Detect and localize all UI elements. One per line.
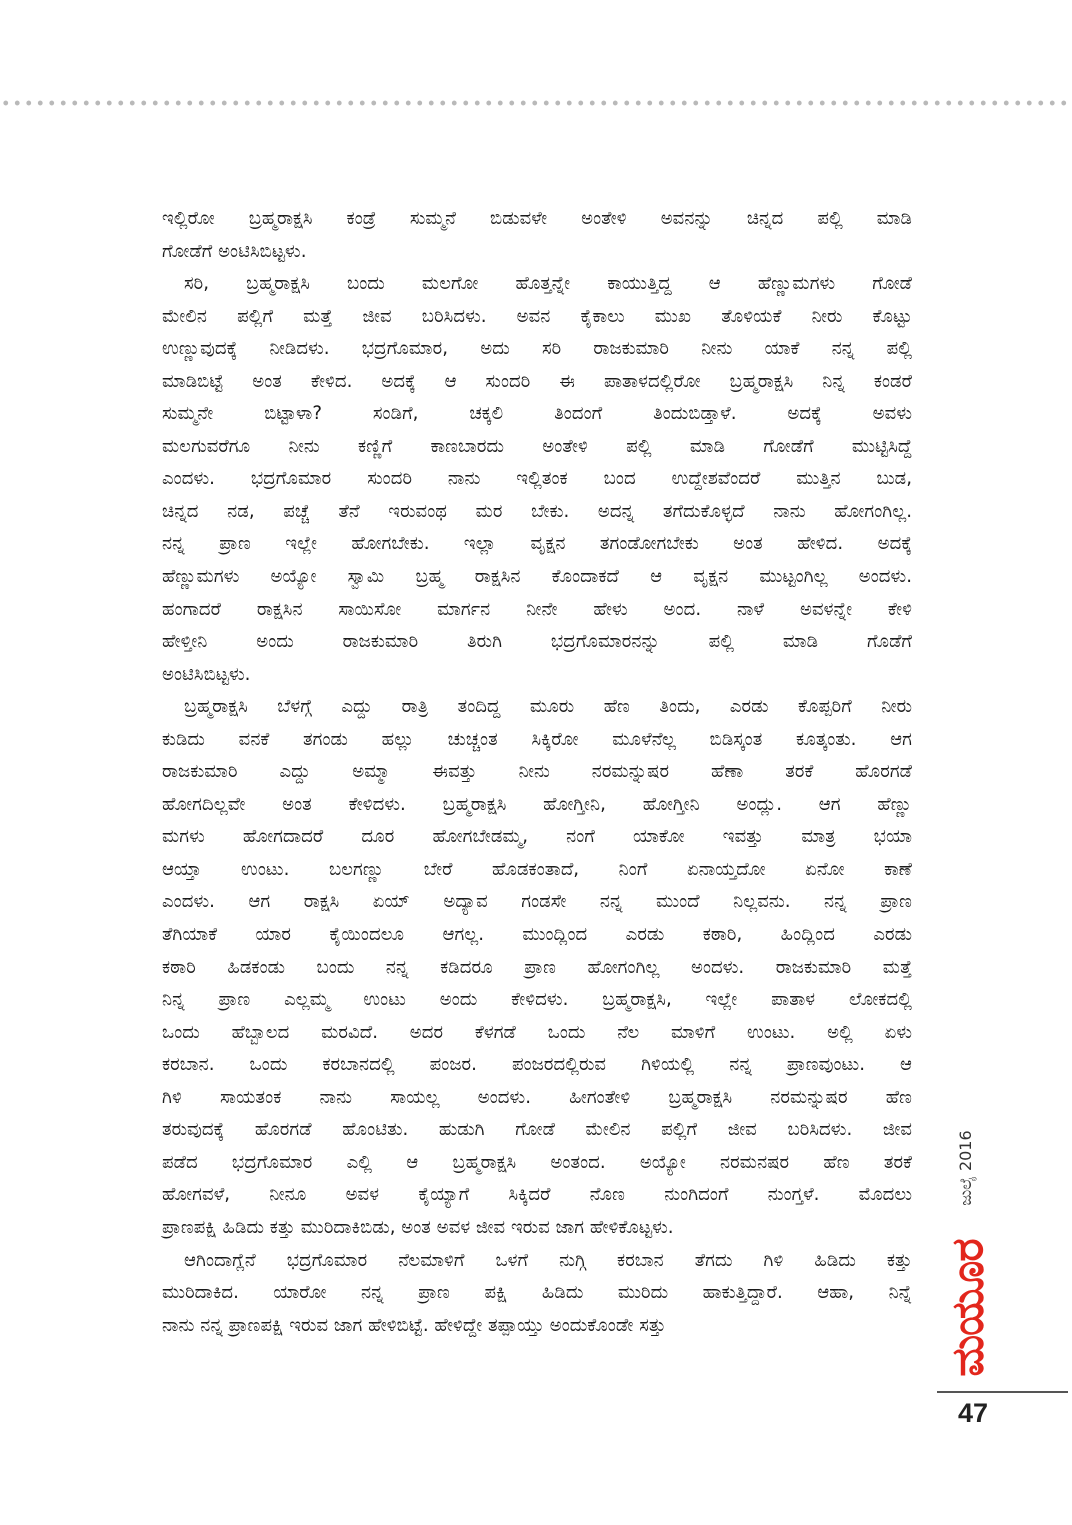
text-line: ಹೇಳ್ತೀನಿ ಅಂದು ರಾಜಕುಮಾರಿ ತಿರುಗಿ ಭದ್ರಗೊಮಾರನನ್ನು ಪಲ್ಲಿ ಮಾಡಿ ಗೊಡೆಗೆ: [162, 631, 912, 653]
paragraph: [162, 691, 912, 1244]
text-line: ಕುಡಿದು ವನಕೆ ತಗಂಡು ಹಲ್ಲು ಚುಚ್ಚಂತ ಸಿಕ್ಕಿರೋ ಮೂಳೆನೆಲ್ಲ ಬಿಡಿಸ್ಕಂತ ಕೂತ್ಕಂತು. ಆಗ: [162, 728, 912, 750]
magazine-logo: ಮಯೂರ: [942, 1239, 994, 1377]
text-line: ಗಿಳಿ ಸಾಯತಂಕ ನಾನು ಸಾಯಲ್ಲ ಅಂದಳು. ಹೀಗಂತೇಳಿ ಬ್ರಹ್ಮರಾಕ್ಷಸಿ ನರಮನ್ನುಷರ ಹೆಣ: [162, 1086, 912, 1108]
top-dotted-divider: [0, 99, 1072, 107]
text-line: ತರುವುದಕ್ಕೆ ಹೊರಗಡೆ ಹೊಂಟಿತು. ಹುಡುಗಿ ಗೋಡೆ ಮೇಲಿನ ಪಲ್ಲಿಗೆ ಜೀವ ಬರಿಸಿದಳು. ಜೀವ: [162, 1119, 912, 1141]
text-line: ನಾನು ನನ್ನ ಪ್ರಾಣಪಕ್ಷಿ ಇರುವ ಜಾಗ ಹೇಳಿಬಿಟ್ಟೆ. ಹೇಳಿದ್ದೇ ತಪ್ಪಾಯ್ತು ಅಂದುಕೊಂಡೇ ಸತ್ತು: [162, 1314, 666, 1336]
page-number-divider: [937, 1391, 1068, 1393]
text-line: ಹೋಗವಳೆ, ನೀನೂ ಅವಳ ಕೈಯ್ಯಾಗೆ ಸಿಕ್ಕಿದರೆ ನೊಣ ನುಂಗಿದಂಗೆ ನುಂಗ್ತಳೆ. ಮೊದಲು: [162, 1184, 912, 1206]
text-line: ಮಗಳು ಹೋಗದಾದರೆ ದೂರ ಹೋಗಬೇಡಮ್ಮ, ನಂಗೆ ಯಾಕೋ ಇವತ್ತು ಮಾತ್ರ ಭಯಾ: [162, 826, 912, 848]
paragraph: [162, 1245, 912, 1343]
text-line: ಮಾಡಿಬಿಟ್ಟೆ ಅಂತ ಕೇಳಿದ. ಅದಕ್ಕೆ ಆ ಸುಂದರಿ ಈ ಪಾತಾಳದಲ್ಲಿರೋ ಬ್ರಹ್ಮರಾಕ್ಷಸಿ ನಿನ್ನ ಕಂಡರೆ: [162, 370, 912, 392]
text-line: ಮಲಗುವರೆಗೂ ನೀನು ಕಣ್ಣಿಗೆ ಕಾಣಬಾರದು ಅಂತೇಳಿ ಪಲ್ಲಿ ಮಾಡಿ ಗೋಡೆಗೆ ಮುಟ್ಟಿಸಿದ್ದೆ: [162, 435, 912, 457]
text-line: ಅಂಟಿಸಿಬಿಟ್ಟಳು.: [162, 663, 251, 685]
text-line: ಎಂದಳು. ಭದ್ರಗೊಮಾರ ಸುಂದರಿ ನಾನು ಇಲ್ಲಿತಂಕ ಬಂದ ಉದ್ದೇಶವೆಂದರೆ ಮುತ್ತಿನ ಬುಡ,: [162, 468, 912, 490]
text-line: ಹಂಗಾದರೆ ರಾಕ್ಷಸಿನ ಸಾಯಿಸೋ ಮಾರ್ಗನ ನೀನೇ ಹೇಳು ಅಂದ. ನಾಳೆ ಅವಳನ್ನೇ ಕೇಳಿ: [162, 598, 912, 620]
text-line: ಮೇಲಿನ ಪಲ್ಲಿಗೆ ಮತ್ತೆ ಜೀವ ಬರಿಸಿದಳು. ಅವನ ಕೈಕಾಲು ಮುಖ ತೊಳಿಯಕೆ ನೀರು ಕೊಟ್ಟು: [162, 305, 912, 327]
text-line: ಹೋಗದಿಲ್ಲವೇ ಅಂತ ಕೇಳಿದಳು. ಬ್ರಹ್ಮರಾಕ್ಷಸಿ ಹೋಗ್ತೀನಿ, ಹೋಗ್ತೀನಿ ಅಂದ್ಲು. ಆಗ ಹೆಣ್ಣು: [162, 793, 912, 815]
text-line: ಬ್ರಹ್ಮರಾಕ್ಷಸಿ ಬೆಳಗ್ಗೆ ಎದ್ದು ರಾತ್ರಿ ತಂದಿದ್ದ ಮೂರು ಹೆಣ ತಿಂದು, ಎರಡು ಕೊಪ್ಪರಿಗೆ ನೀರು: [184, 696, 912, 718]
text-line: ಆಗಿಂದಾಗ್ಲೆನೆ ಭದ್ರಗೊಮಾರ ನೆಲಮಾಳಿಗೆ ಒಳಗೆ ನುಗ್ಗಿ ಕರಬಾನ ತೆಗದು ಗಿಳಿ ಹಿಡಿದು ಕತ್ತು: [184, 1249, 912, 1271]
text-line: ಸರಿ, ಬ್ರಹ್ಮರಾಕ್ಷಸಿ ಬಂದು ಮಲಗೋ ಹೊತ್ತನ್ನೇ ಕಾಯುತ್ತಿದ್ದ ಆ ಹೆಣ್ಣುಮಗಳು ಗೋಡೆ: [184, 273, 912, 295]
text-line: ಪಡೆದ ಭದ್ರಗೊಮಾರ ಎಲ್ಲಿ ಆ ಬ್ರಹ್ಮರಾಕ್ಷಸಿ ಅಂತಂದ. ಅಯ್ಯೋ ನರಮನಷರ ಹೆಣ ತರಕೆ: [162, 1151, 912, 1173]
text-line: ರಾಜಕುಮಾರಿ ಎದ್ದು ಅಮ್ಮಾ ಈವತ್ತು ನೀನು ನರಮನ್ನುಷರ ಹೆಣಾ ತರಕೆ ಹೊರಗಡೆ: [162, 761, 912, 783]
text-line: ಎಂದಳು. ಆಗ ರಾಕ್ಷಸಿ ಏಯ್ ಅದ್ಯಾವ ಗಂಡಸೇ ನನ್ನ ಮುಂದೆ ನಿಲ್ಲವನು. ನನ್ನ ಪ್ರಾಣ: [162, 891, 912, 913]
issue-date: ಜುಲೈ 2016: [956, 1130, 975, 1206]
text-line: ಸುಮ್ಮನೇ ಬಿಟ್ಟಾಳಾ? ಸಂಡಿಗೆ, ಚಕ್ಕಲಿ ತಿಂದಂಗೆ ತಿಂದುಬಿಡ್ತಾಳೆ. ಅದಕ್ಕೆ ಅವಳು: [162, 403, 912, 425]
text-line: ಆಯ್ತಾ ಉಂಟು. ಬಲಗಣ್ಣು ಬೇರೆ ಹೊಡಕಂತಾದೆ, ನಿಂಗೆ ಏನಾಯ್ತದೋ ಏನೋ ಕಾಣೆ: [162, 858, 912, 880]
text-line: ಕರಬಾನ. ಒಂದು ಕರಬಾನದಲ್ಲಿ ಪಂಜರ. ಪಂಜರದಲ್ಲಿರುವ ಗಿಳಿಯಲ್ಲಿ ನನ್ನ ಪ್ರಾಣವುಂಟು. ಆ: [162, 1054, 912, 1076]
text-line: ಉಣ್ಣುವುದಕ್ಕೆ ನೀಡಿದಳು. ಭದ್ರಗೊಮಾರ, ಅದು ಸರಿ ರಾಜಕುಮಾರಿ ನೀನು ಯಾಕೆ ನನ್ನ ಪಲ್ಲಿ: [162, 338, 912, 360]
text-line: ಒಂದು ಹೆಬ್ಬಾಲದ ಮರವಿದೆ. ಅದರ ಕೆಳಗಡೆ ಒಂದು ನೆಲ ಮಾಳಿಗೆ ಉಂಟು. ಅಲ್ಲಿ ಏಳು: [162, 1021, 912, 1043]
text-line: ನಿನ್ನ ಪ್ರಾಣ ಎಲ್ಲಮ್ಮ ಉಂಟು ಅಂದು ಕೇಳಿದಳು. ಬ್ರಹ್ಮರಾಕ್ಷಸಿ, ಇಲ್ಲೇ ಪಾತಾಳ ಲೋಕದಲ್ಲಿ: [162, 989, 912, 1011]
page-number: 47: [958, 1398, 989, 1428]
text-line: ಚಿನ್ನದ ನಡ, ಪಚ್ಚೆ ತೆನೆ ಇರುವಂಥ ಮರ ಬೇಕು. ಅದನ್ನ ತಗೆದುಕೊಳ್ಳದೆ ನಾನು ಹೋಗಂಗಿಲ್ಲ.: [162, 500, 912, 522]
text-line: ನನ್ನ ಪ್ರಾಣ ಇಲ್ಲೇ ಹೋಗಬೇಕು. ಇಲ್ಲಾ ವೃಕ್ಷನ ತಗಂಡೋಗಬೇಕು ಅಂತ ಹೇಳಿದ. ಅದಕ್ಕೆ: [162, 533, 912, 555]
paragraph: [162, 268, 912, 691]
text-line: ಗೋಡೆಗೆ ಅಂಟಿಸಿಬಿಟ್ಟಳು.: [162, 240, 307, 262]
text-line: ಕಠಾರಿ ಹಿಡಕಂಡು ಬಂದು ನನ್ನ ಕಡಿದರೂ ಪ್ರಾಣ ಹೋಗಂಗಿಲ್ಲ ಅಂದಳು. ರಾಜಕುಮಾರಿ ಮತ್ತೆ: [162, 956, 912, 978]
text-line: ಹೆಣ್ಣುಮಗಳು ಅಯ್ಯೋ ಸ್ವಾಮಿ ಬ್ರಹ್ಮ ರಾಕ್ಷಸಿನ ಕೊಂದಾಕದೆ ಆ ವೃಕ್ಷನ ಮುಟ್ಟಂಗಿಲ್ಲ ಅಂದಳು.: [162, 566, 912, 588]
text-line: ಮುರಿದಾಕಿದ. ಯಾರೋ ನನ್ನ ಪ್ರಾಣ ಪಕ್ಷಿ ಹಿಡಿದು ಮುರಿದು ಹಾಕುತ್ತಿದ್ದಾರೆ. ಆಹಾ, ನಿನ್ನೆ: [162, 1282, 912, 1304]
text-line: ತೆಗಿಯಾಕೆ ಯಾರ ಕೈಯಿಂದಲೂ ಆಗಲ್ಲ. ಮುಂದ್ಲಿಂದ ಎರಡು ಕಠಾರಿ, ಹಿಂದ್ಲಿಂದ ಎರಡು: [162, 924, 912, 946]
article-body: [162, 203, 912, 1342]
paragraph: [162, 203, 912, 268]
text-line: ಪ್ರಾಣಪಕ್ಷಿ ಹಿಡಿದು ಕತ್ತು ಮುರಿದಾಕಿಬಿಡು, ಅಂತ ಅವಳ ಜೀವ ಇರುವ ಜಾಗ ಹೇಳಿಕೊಟ್ಟಳು.: [162, 1216, 674, 1238]
text-line: ಇಲ್ಲಿರೋ ಬ್ರಹ್ಮರಾಕ್ಷಸಿ ಕಂಡ್ರೆ ಸುಮ್ಮನೆ ಬಿಡುವಳೇ ಅಂತೇಳಿ ಅವನನ್ನು ಚಿನ್ನದ ಪಲ್ಲಿ ಮಾಡಿ: [162, 208, 912, 229]
